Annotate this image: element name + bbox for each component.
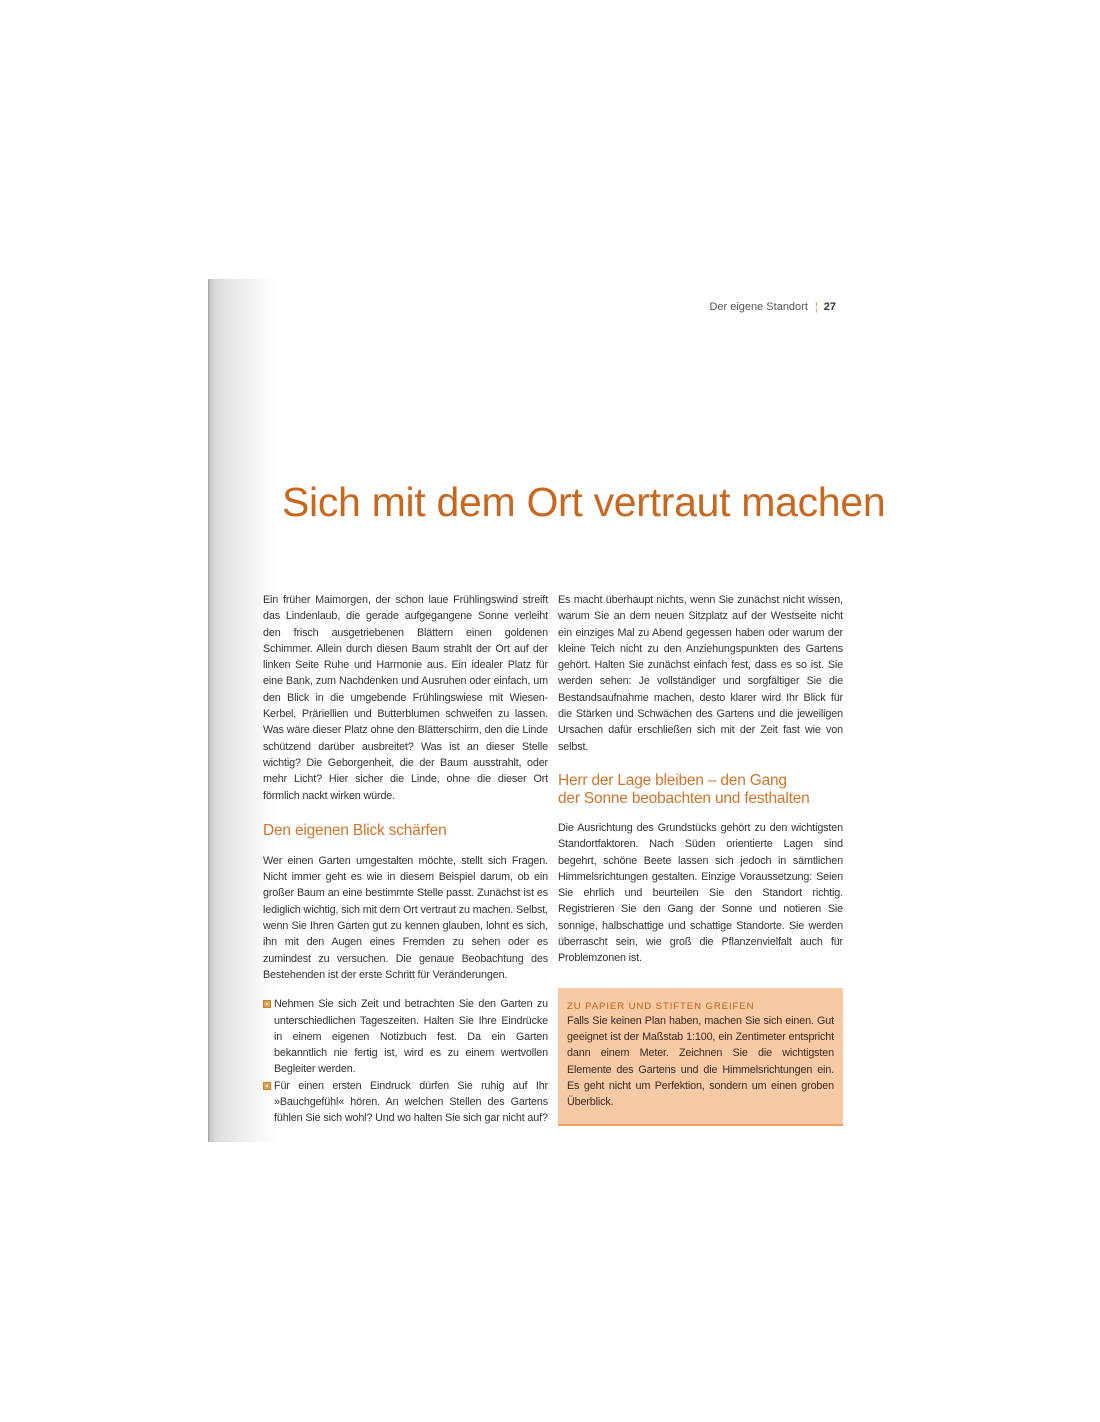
left-column: [263, 592, 548, 1127]
tips-list: [263, 996, 548, 1126]
list-item-text: Für einen ersten Eindruck dürfen Sie ruhig auf Ihr »Bauchgefühl« hören. An welchen Stellen des Gartens fühlen Sie sich wohl? Und wo halten Sie sich gar nicht auf?: [274, 1079, 548, 1125]
right-intro-paragraph: Es macht überhaupt nichts, wenn Sie zunächst nicht wissen, warum Sie an dem neuen Sitzplatz auf der Westseite nicht ein einziges Mal zu Abend gegessen haben oder warum der kleine Teich nicht zu den Anziehungspunkten des Gartens gehört. Halten Sie zunächst einfach fest, dass es so ist. Sie werden sehen: Je vollständiger und sorgfältiger Sie die Bestandsaufnahme machen, desto klarer wird Ihr Blick für die Stärken und Schwächen des Gartens und die jeweiligen Ursachen dafür erschließen sich mit der Zeit fast wie von selbst.: [558, 594, 843, 753]
subheading-sonne: [558, 772, 843, 808]
list-item: [263, 1078, 548, 1127]
running-header: [709, 301, 836, 313]
subheading-sonne-line2: der Sonne beobachten und festhalten: [558, 789, 810, 807]
subheading-sonne-line1: Herr der Lage bleiben – den Gang: [558, 771, 787, 789]
tip-box: [558, 988, 843, 1127]
tip-box-text: Falls Sie keinen Plan haben, machen Sie sich einen. Gut geeignet ist der Maßstab 1:100, ein Zentimeter entspricht dann einem Meter. Zeichnen Sie die wichtigsten Elemente des Gartens und die Himmelsrichtungen ein. Es geht nicht um Perfektion, sondern um einen groben Überblick.: [567, 1014, 834, 1109]
page-title: Sich mit dem Ort vertraut machen: [282, 479, 886, 525]
blick-paragraph: Wer einen Garten umgestalten möchte, stellt sich Fragen. Nicht immer geht es wie in diesem Beispiel darum, ob ein großer Baum an eine bestimmte Stelle passt. Zunächst ist es lediglich wichtig, sich mit dem Ort vertraut zu machen. Selbst, wenn Sie Ihren Garten gut zu kennen glauben, lohnt es sich, ihn mit den Augen eines Fremden zu sehen oder es zumindest zu versuchen. Die genaue Beobachtung des Bestehenden ist der erste Schritt für Veränderungen.: [263, 854, 548, 981]
bullet-square-icon: [263, 1000, 271, 1008]
tip-box-title: ZU PAPIER UND STIFTEN GREIFEN: [567, 1000, 755, 1012]
header-section-title: Der eigene Standort: [709, 301, 808, 313]
intro-paragraph: Ein früher Maimorgen, der schon laue Frühlingswind streift das Lindenlaub, die gerade aufgegangene Sonne verleiht den frisch ausgetriebenen Blättern einen goldenen Schimmer. Allein durch diesen Baum strahlt der Ort auf der linken Seite Ruhe und Harmonie aus. Ein idealer Platz für eine Bank, zum Nachdenken und Ausruhen oder einfach, um den Blick in die umgebende Frühlingswiese mit Wiesen-Kerbel, Präriellien und Butterblumen schweifen zu lassen. Was wäre dieser Platz ohne den Blätterschirm, den die Linde schützend darüber ausbreitet? Was ist an dieser Stelle wichtig? Die Geborgenheit, die der Baum ausstrahlt, oder mehr Licht? Hier sicher die Linde, ohne die dieser Ort förmlich nackt wirken würde.: [263, 594, 548, 802]
header-separator: ¦: [814, 301, 818, 313]
right-column: [558, 592, 843, 1126]
subheading-blick: Den eigenen Blick schärfen: [263, 821, 447, 839]
list-item: [263, 996, 548, 1077]
book-page: [208, 279, 886, 1142]
sonne-paragraph: Die Ausrichtung des Grundstücks gehört zu den wichtigsten Standortfaktoren. Nach Süden orientierte Lagen sind begehrt, schöne Beete lassen sich jedoch in sämtlichen Himmelsrichtungen gestalten. Einzige Voraussetzung: Seien Sie ehrlich und beurteilen Sie den Standort richtig. Registrieren Sie den Gang der Sonne und notieren Sie sonnige, halbschattige und schattige Standorte. Sie werden überrascht sein, wie groß die Pflanzenvielfalt auch für Problemzonen ist.: [558, 821, 843, 965]
page-number: 27: [823, 301, 836, 313]
bullet-square-icon: [263, 1082, 271, 1090]
list-item-text: Nehmen Sie sich Zeit und betrachten Sie den Garten zu unterschiedlichen Tageszeiten. Halten Sie Ihre Eindrücke in einem eigenen Notizbuch fest. Da ein Garten bekanntlich nie fertig ist, wird es zu einem wertvollen Begleiter werden.: [274, 998, 548, 1076]
